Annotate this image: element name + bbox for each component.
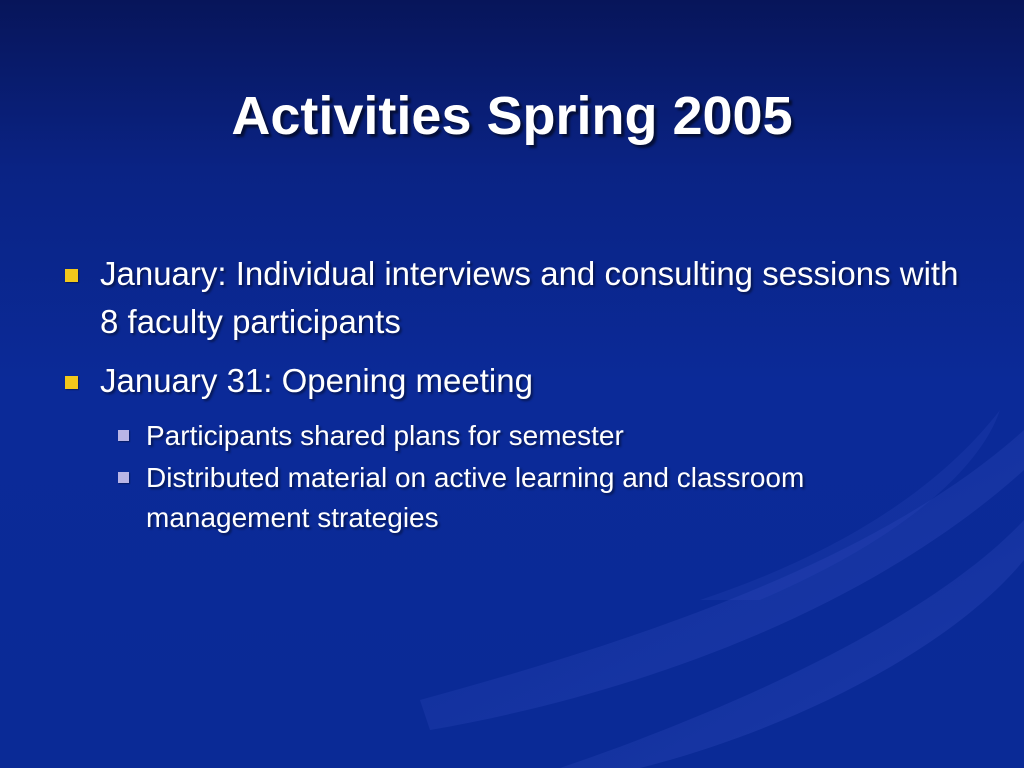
list-item xyxy=(62,250,962,346)
small-square-bullet-icon xyxy=(118,472,129,483)
small-square-bullet-icon xyxy=(118,430,129,441)
sub-bullet-text: Distributed material on active learning and classroom management strategies xyxy=(146,462,805,533)
square-bullet-icon xyxy=(65,269,78,282)
sub-bullet-text: Participants shared plans for semester xyxy=(146,420,624,451)
bullet-text: January: Individual interviews and consulting sessions with 8 faculty participants xyxy=(100,255,959,340)
square-bullet-icon xyxy=(65,376,78,389)
bullet-text: January 31: Opening meeting xyxy=(100,362,533,399)
list-item xyxy=(62,357,962,405)
sub-list-item xyxy=(100,416,962,456)
bullet-list xyxy=(62,250,962,540)
sub-list-item xyxy=(100,458,962,538)
slide-title: Activities Spring 2005 xyxy=(231,86,793,146)
